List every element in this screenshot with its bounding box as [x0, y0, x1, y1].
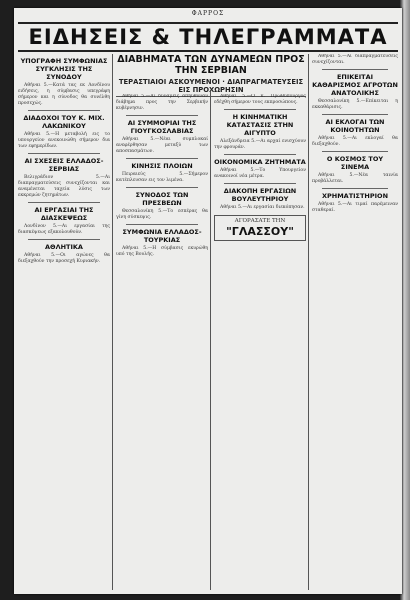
- article-headline: ΑΙ ΣΥΜΜΟΡΙΑΙ ΤΗΣ ΓΙΟΥΓΚΟΣΛΑΒΙΑΣ: [127, 119, 197, 135]
- article-body: Αθήναι 5.—Αι τιμαί παρέμειναν σταθεραί.: [312, 202, 398, 213]
- page-masthead: ΕΙΔΗΣΕΙΣ & ΤΗΛΕΓΡΑΜΜΑΤΑ: [18, 22, 398, 52]
- article-separator: [322, 151, 388, 152]
- article-body: Αθήναι 5.—Κατά τας εκ Λονδίνου ειδήσεις, η σύμβασις υπεγράφη σήμερον και η σύνοδος θα συνέλθη προσεχώς.: [18, 83, 110, 106]
- article-separator: [126, 158, 198, 159]
- article-body: Βελιγράδιον 5.—Αι διαπραγματεύσεις συνεχίζονται και αναμένεται ταχεία λύσις των εκκρεμών ζητημάτων.: [18, 175, 110, 198]
- article-separator: [322, 69, 388, 70]
- lead-subhead: ΤΕΡΑΣΤΙΑΙΟΙ ΑΣΚΟΥΜΕΝΟΙ · ΔΙΑΠΡΑΓΜΑΤΕΥΣΕΙΣ ΕΙΣ ΠΡΟΧΩΡΗΣΙΝ: [116, 78, 306, 97]
- article-body: Αθήναι 5.—Αι δυνάμεις απηύθυναν διάβημα προς την Σερβικήν κυβέρνησιν.: [116, 94, 208, 111]
- article-body: Αλεξάνδρεια 5.—Αι αρχαί ενισχύουν την φρουράν.: [214, 139, 306, 150]
- article-headline: ΑΘΛΗΤΙΚΑ: [45, 243, 83, 251]
- column-rule: [210, 92, 211, 590]
- article-headline: ΧΡΗΜΑΤΙΣΤΗΡΙΟΝ: [321, 192, 389, 200]
- column-rule: [308, 54, 309, 590]
- article-headline: ΥΠΟΓΡΑΦΗ ΣΥΜΦΩΝΙΑΣ ΣΥΓΚΛΗΣΙΣ ΤΗΣ ΣΥΝΟΔΟΥ: [20, 57, 108, 81]
- article-body: Αθήναι 5.—Η σύμβασις εκυρώθη υπό της Βουλής.: [116, 246, 208, 257]
- article-separator: [126, 187, 198, 188]
- article-headline: ΑΙ ΕΚΛΟΓΑΙ ΤΩΝ ΚΟΙΝΟΤΗΤΩΝ: [325, 118, 385, 134]
- column-2: [116, 94, 208, 590]
- article-body: Αθήναι 5.—Οι αγώνες θα διεξαχθούν την προσεχή Κυριακήν.: [18, 253, 110, 264]
- article-headline: ΟΙΚΟΝΟΜΙΚΑ ΖΗΤΗΜΑΤΑ: [214, 158, 306, 166]
- article-separator: [28, 239, 100, 240]
- page-runner: ΦΑΡΡΟΣ: [191, 10, 225, 17]
- article-body: Αθήναι 5.—Ο κ. Πρωθυπουργός εδέχθη σήμερον τους εκπροσώπους.: [214, 94, 306, 105]
- advertisement-tagline: ΑΓΟΡΑΣΑΤΕ ΤΗΝ: [234, 218, 286, 224]
- article-headline: Η ΚΙΝΗΜΑΤΙΚΗ ΚΑΤΑΣΤΑΣΙΣ ΣΤΗΝ ΑΙΓΥΠΤΟ: [226, 113, 294, 137]
- article-separator: [28, 153, 100, 154]
- advertisement: [214, 215, 306, 241]
- newspaper-page: [14, 8, 402, 594]
- article-headline: Ο ΚΟΣΜΟΣ ΤΟΥ ΣΙΝΕΜΑ: [326, 155, 384, 171]
- column-rule: [112, 54, 113, 590]
- article-headline: ΕΠΙΚΕΙΤΑΙ ΚΑΘΑΡΙΣΜΟΣ ΑΓΡΟΤΩΝ ΑΝΑΤΟΛΙΚΗΣ: [312, 73, 398, 97]
- article-body: Πειραιεύς 5.—Σήμερον κατέπλευσαν εις τον λιμένα.: [116, 172, 208, 183]
- article-body: Αθήναι 5.—Νέα ταινία προβάλλεται.: [312, 173, 398, 184]
- article-headline: ΑΙ ΕΡΓΑΣΙΑΙ ΤΗΣ ΔΙΑΣΚΕΨΕΩΣ: [34, 206, 94, 222]
- article-headline: ΚΙΝΗΣΙΣ ΠΛΟΙΩΝ: [131, 162, 193, 170]
- advertisement-brand: "ΓΛΑΣΣΟΥ": [226, 225, 294, 238]
- article-headline: ΔΙΑΚΟΠΗ ΕΡΓΑΣΙΩΝ ΒΟΥΛΕΥΤΗΡΙΟΥ: [223, 187, 297, 203]
- article-separator: [126, 115, 198, 116]
- article-body: Αθήναι 5.—Νέαι συμπλοκαί ανεφέρθησαν μεταξύ των αποσπασμάτων.: [116, 137, 208, 154]
- article-body: Αθήναι 5.—Το Υπουργείον ανακοινοί νέα μέτρα.: [214, 168, 306, 179]
- article-separator: [322, 114, 388, 115]
- article-body: Αθήναι 5.—Αι εργασίαι διεκόπησαν.: [220, 205, 305, 210]
- article-headline: ΑΙ ΣΧΕΣΕΙΣ ΕΛΛΑΔΟΣ-ΣΕΡΒΙΑΣ: [24, 157, 104, 173]
- article-headline: ΣΥΜΦΩΝΙΑ ΕΛΛΑΔΟΣ-ΤΟΥΡΚΙΑΣ: [122, 228, 202, 244]
- article-headline: ΔΙΑΔΟΧΟΙ ΤΟΥ Κ. ΜΙΧ. ΛΑΚΩΝΙΚΟΥ: [23, 114, 105, 130]
- article-body: Αθήναι 5.—Η μεταβολή εις το υπουργείον ανεκοινώθη σήμερον δια των εφημερίδων.: [18, 132, 110, 149]
- article-separator: [28, 202, 100, 203]
- article-body: Θεσσαλονίκη 5.—Το εσπέρας θα γίνη σύσκεψις.: [116, 209, 208, 220]
- article-separator: [224, 183, 296, 184]
- article-body: Αθήναι 5.—Αι διαπραγματεύσεις συνεχίζονται.: [312, 54, 398, 65]
- article-separator: [126, 224, 198, 225]
- article-body: Λονδίνον 5.—Αι εργασίαι της διασκέψεως εξακολουθούν.: [18, 224, 110, 235]
- column-1: [18, 54, 110, 590]
- article-body: Θεσσαλονίκη 5.—Επίκειται η εκκαθάρισις.: [312, 99, 398, 110]
- article-headline: ΣΥΝΟΔΟΣ ΤΩΝ ΠΡΕΣΒΕΩΝ: [135, 191, 189, 207]
- column-3: [214, 94, 306, 590]
- column-4: [312, 54, 398, 590]
- article-separator: [224, 109, 296, 110]
- article-body: Αθήναι 5.—Αι εκλογαί θα διεξαχθούν.: [312, 136, 398, 147]
- article-separator: [28, 110, 100, 111]
- lead-headline: ΔΙΑΒΗΜΑΤΑ ΤΩΝ ΔΥΝΑΜΕΩΝ ΠΡΟΣ ΤΗΝ ΣΕΡΒΙΑΝ: [117, 54, 305, 76]
- article-separator: [322, 188, 388, 189]
- article-separator: [224, 154, 296, 155]
